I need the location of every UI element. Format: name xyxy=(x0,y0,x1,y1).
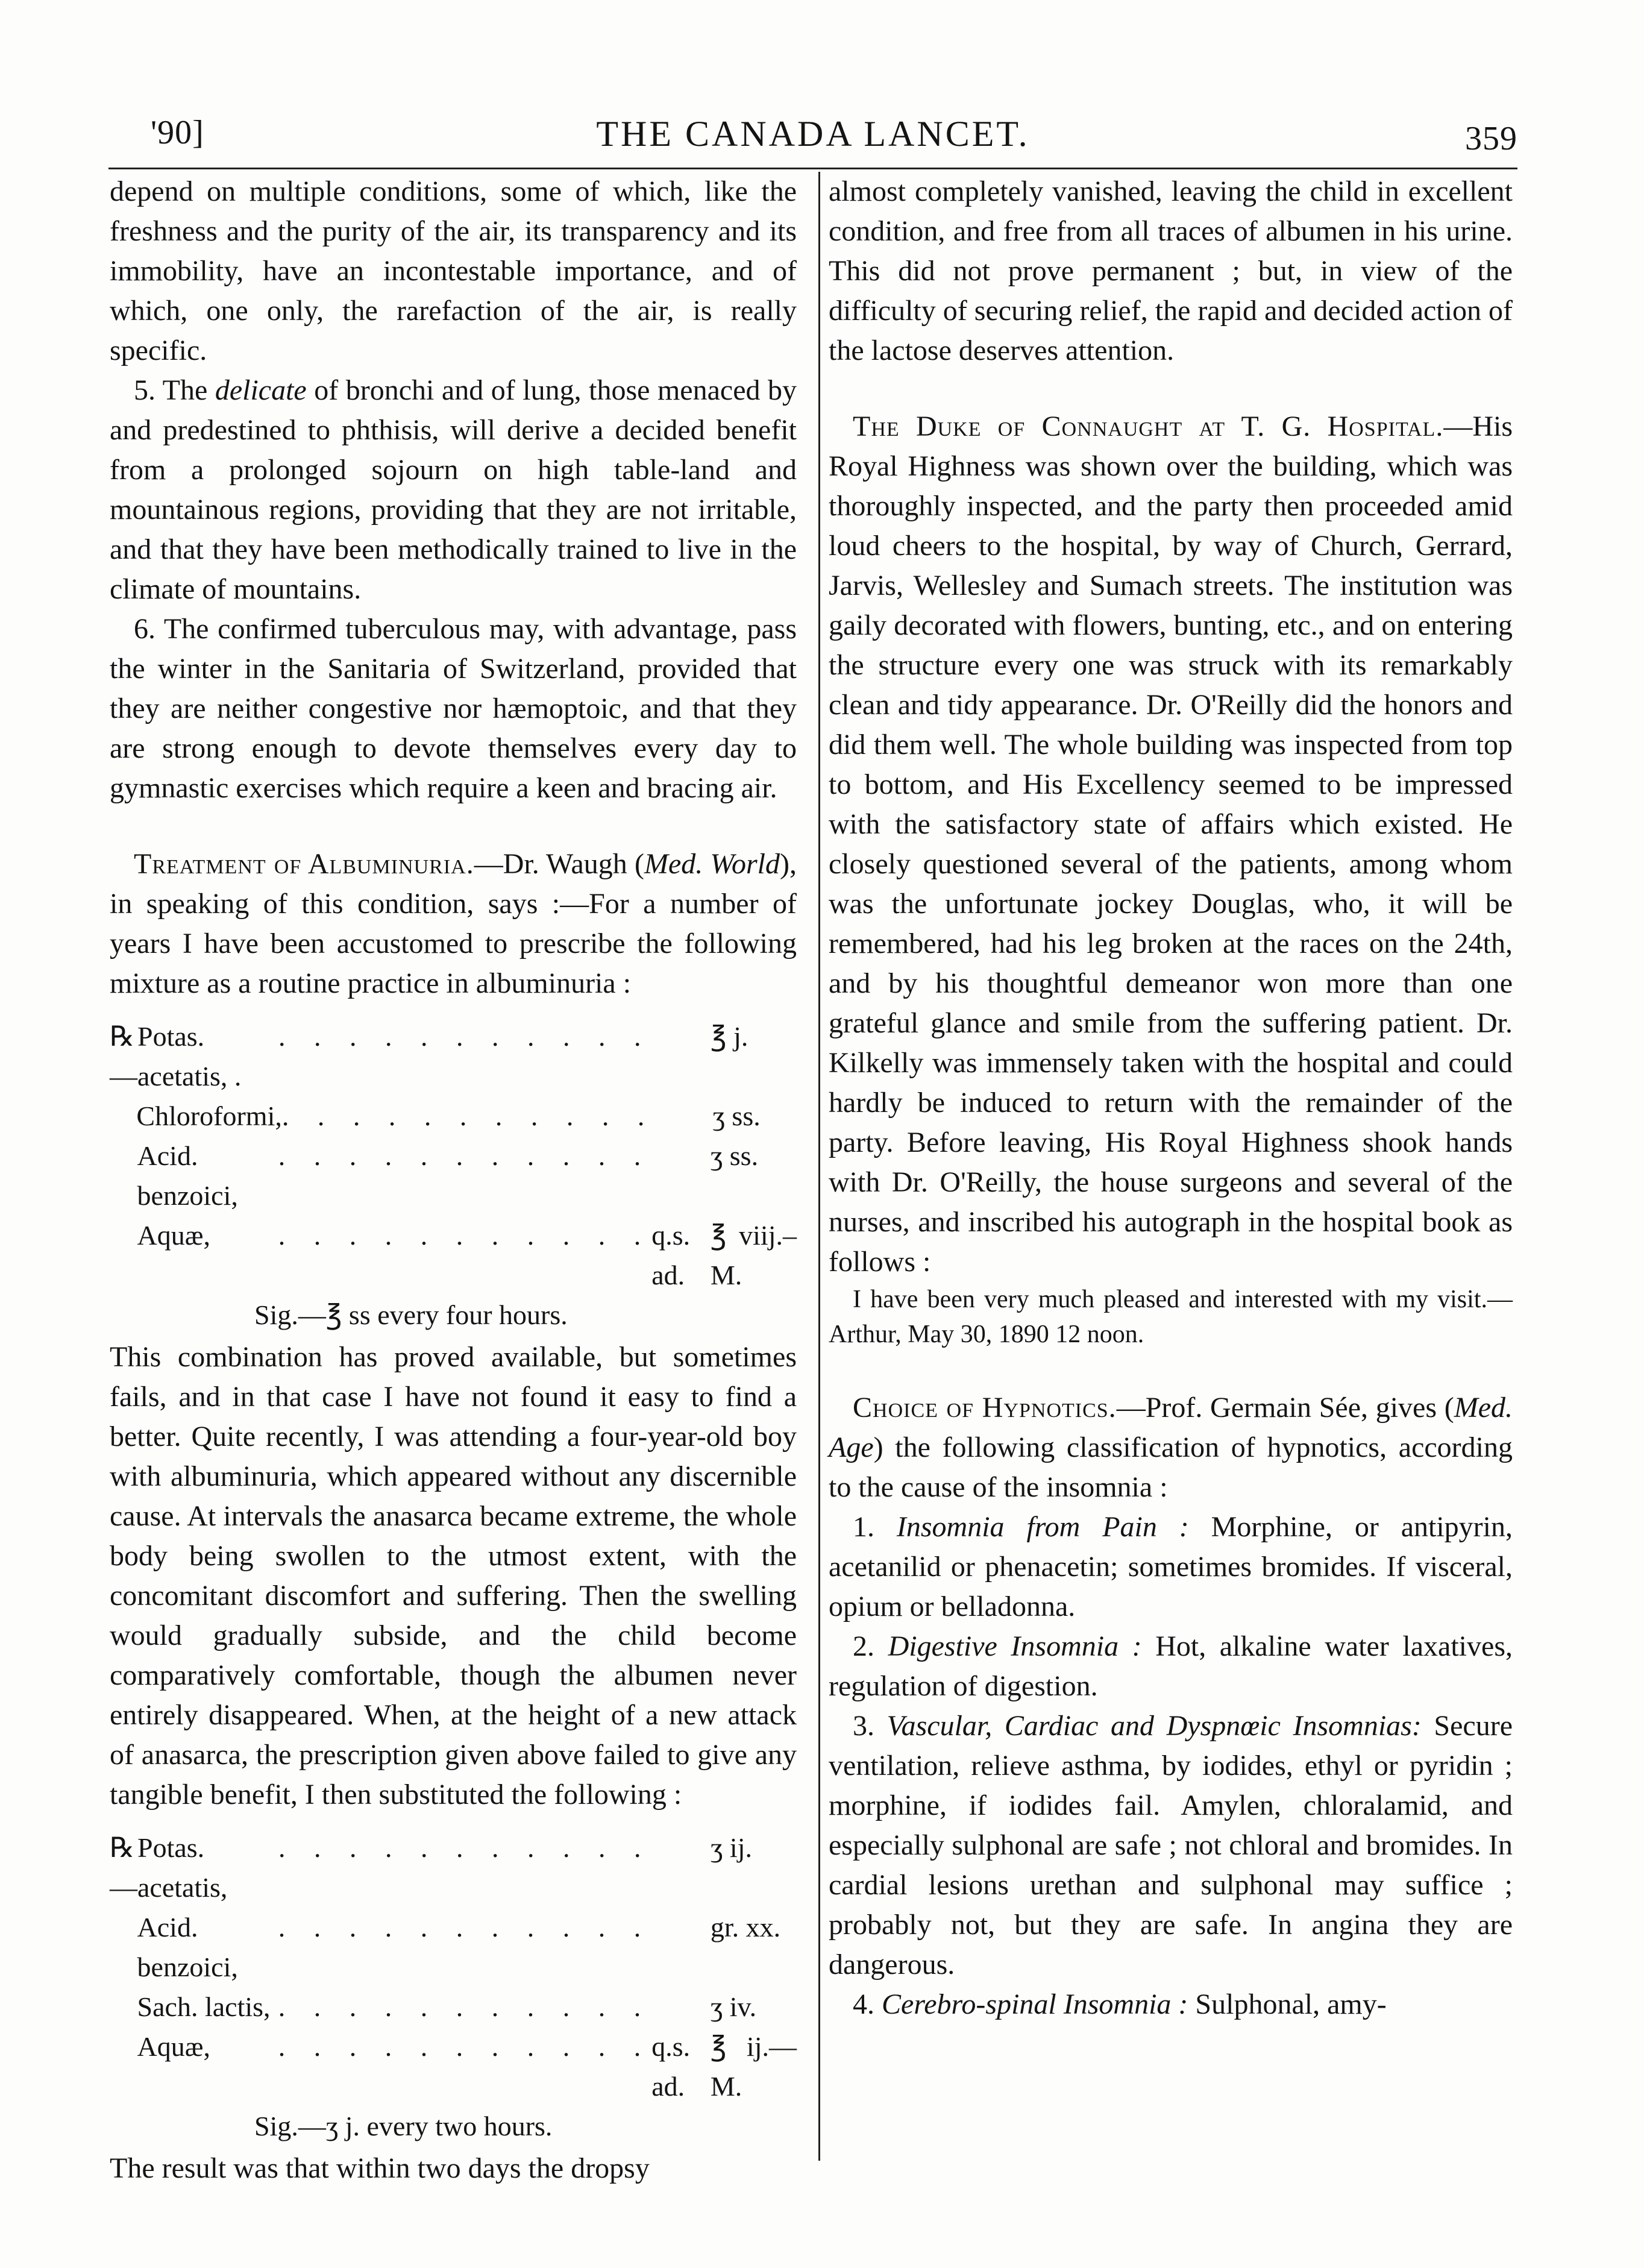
section-albuminuria xyxy=(110,844,797,1004)
item-heading: Cerebro-spinal Insomnia : xyxy=(882,1988,1196,2020)
ingredient-name: Chloroformi, xyxy=(136,1101,282,1131)
dose: ℥ ij.—M. xyxy=(710,2031,797,2102)
section-duke xyxy=(829,407,1513,1282)
list-item xyxy=(829,1627,1513,1706)
leader-dots: . . . . . . . . . . . xyxy=(278,1991,652,2022)
section-text: —His Royal Highness was shown over the building, which was thoroughly inspected, and the party then proceeded amid loud cheers to the hospital, by way of Church, Gerrard, Jarvis, Wellesley and Sumach streets. The institution was gaily decorated with flowers, bunting, etc., and on entering the structure every one was struck with its remarkably clean and tidy appearance. Dr. O'Reilly did the honors and did them well. The whole building was inspected from top to bottom, and His Excellency seemed to be impressed with the satisfactory state of affairs which existed. He closely questioned several of the patients, among whom was the unfortunate jockey Douglas, who, it will be remembered, had his leg broken at the races on the 24th, and by his thoughtful demeanor won more than one grateful glance and smile from the suffering patient. Dr. Kilkelly was immensely taken with the hospital and could hardly be induced to return with the remainder of the party. Before leaving, His Royal Highness shook hands with Dr. O'Reilly, the house surgeons and several of the nurses, and inscribed his autograph in the hospital book as follows : xyxy=(829,410,1513,1278)
section-heading: Choice of Hypnotics. xyxy=(853,1392,1117,1424)
paragraph xyxy=(110,371,797,609)
item-heading: Digestive Insomnia : xyxy=(888,1630,1156,1662)
item-text: Sulphonal, amy- xyxy=(1195,1988,1387,2020)
dose: ʒ iv. xyxy=(710,1991,757,2022)
prescription-row xyxy=(110,1017,797,1096)
section-hypnotics xyxy=(829,1388,1513,1507)
rx-symbol: ℞— xyxy=(110,1021,137,1092)
ingredient-name: Potas. acetatis, . xyxy=(137,1021,242,1092)
paragraph: almost completely vanished, leaving the child in excellent condition, and free from all traces of albumen in his urine. This did not prove permanent ; but, in view of the difficulty of securing relief, the rapid and decided action of the lactose deserves attention. xyxy=(829,175,1513,366)
hypnotics-list xyxy=(829,1507,1513,2025)
paragraph-text: of bronchi and of lung, those menaced by and predestined to phthisis, will derive a decided benefit from a prolonged sojourn on high table-land and mountainous regions, providing that they are not irritable, and that they have been methodically trained to live in the climate of mountains. xyxy=(110,374,797,605)
section-text: ), in speaking of this condition, says :—For a number of years I have been accustomed to prescribe the following mixture as a routine practice in albuminuria : xyxy=(110,848,797,999)
dose: ʒ ij. xyxy=(711,1832,752,1863)
left-column xyxy=(110,172,797,2188)
quantity-qualifier: q.s. ad. xyxy=(651,2031,691,2102)
paragraph: depend on multiple conditions, some of which, like the freshness and the purity of the air, its transparency and its immobility, have an incontestable importance, and of which, one only, the rarefaction of the air, is really specific. xyxy=(110,175,797,366)
item-number: 3. xyxy=(853,1710,887,1742)
prescription-row xyxy=(110,1908,797,1987)
item-text: Morphine, or antipyrin, acetanilid or phenacetin; sometimes bromides. If visceral, opium or belladonna. xyxy=(829,1511,1513,1622)
prescription-row xyxy=(110,1136,797,1216)
ingredient-name: Sach. lactis, xyxy=(137,1991,271,2022)
leader-dots: . . . . . . . . . . . xyxy=(278,1220,652,1251)
journal-title: THE CANADA LANCET. xyxy=(596,114,1030,154)
prescription-row xyxy=(110,1096,797,1136)
section-heading: The Duke of Connaught at T. G. Hospital. xyxy=(853,410,1444,442)
prescription-row xyxy=(110,1828,797,1908)
list-item xyxy=(829,1985,1513,2025)
section-text: —Dr. Waugh ( xyxy=(474,848,644,880)
leader-dots: . . . . . . . . . . . xyxy=(278,1832,652,1863)
list-item xyxy=(829,1706,1513,1985)
prescription-sig: Sig.—ʒ j. every two hours. xyxy=(254,2111,553,2141)
dose: ℥ j. xyxy=(711,1021,748,1052)
prescription-row xyxy=(110,1216,797,1295)
prescription-sig: Sig.—℥ ss every four hours. xyxy=(254,1299,568,1330)
item-heading: Vascular, Cardiac and Dyspnœic Insomnias: xyxy=(886,1710,1434,1742)
prescription-2 xyxy=(110,1828,797,2146)
header-rule xyxy=(108,168,1517,169)
item-text: Hot, alkaline water laxatives, regulation of digestion. xyxy=(829,1630,1513,1702)
prescription-row xyxy=(110,2027,797,2106)
prescription-1 xyxy=(110,1017,797,1335)
leader-dots: . . . . . . . . . . . xyxy=(281,1101,656,1131)
page-number: 359 xyxy=(1465,120,1517,157)
list-item xyxy=(829,1507,1513,1627)
item-number: 4. xyxy=(853,1988,882,2020)
emphasis: delicate xyxy=(215,374,307,406)
leader-dots: . . . . . . . . . . . xyxy=(278,1912,652,1943)
paragraph: The result was that within two days the dropsy xyxy=(110,2152,650,2184)
ingredient-name: Aquæ, xyxy=(137,1220,210,1251)
quantity-qualifier: q.s. ad. xyxy=(651,1220,691,1290)
leader-dots: . . . . . . . . . . . xyxy=(278,2031,652,2062)
paragraph: 6. The confirmed tuberculous may, with advantage, pass the winter in the Sanitaria of Switzerland, provided that they are neither congestive nor hæmoptoic, and that they are strong enough to devote themselves every day to gymnastic exercises which require a keen and bracing air. xyxy=(110,613,797,804)
autograph-quote: I have been very much pleased and interested with my visit.—Arthur, May 30, 1890 12 noon. xyxy=(829,1286,1513,1348)
section-text: ) the following classification of hypnotics, according to the cause of the insomnia : xyxy=(829,1431,1513,1503)
item-text: Secure ventilation, relieve asthma, by iodides, ethyl or pyridin ; morphine, if iodides fail. Amylen, chloralamid, and especially sulphonal are safe ; not chloral and bromides. In cardial lesions urethan and sulphonal may suffice ; probably not, but they are safe. In angina they are dangerous. xyxy=(829,1710,1513,1981)
section-heading: Treatment of Albuminuria. xyxy=(134,848,474,880)
item-heading: Insomnia from Pain : xyxy=(896,1511,1211,1543)
dose: ʒ ss. xyxy=(712,1101,761,1131)
section-text: —Prof. Germain Sée, gives ( xyxy=(1116,1392,1454,1424)
dose: gr. xx. xyxy=(710,1912,781,1943)
item-number: 5. The xyxy=(134,374,208,406)
item-number: 2. xyxy=(853,1630,888,1662)
dose: ʒ ss. xyxy=(710,1140,759,1171)
page-header xyxy=(108,107,1517,174)
item-number: 1. xyxy=(853,1511,897,1543)
ingredient-name: Acid. benzoici, xyxy=(137,1140,238,1211)
prescription-row xyxy=(110,1987,797,2027)
right-column xyxy=(829,172,1513,2025)
ingredient-name: Aquæ, xyxy=(137,2031,210,2062)
leader-dots: . . . . . . . . . . . xyxy=(278,1140,652,1171)
leader-dots: . . . . . . . . . . . xyxy=(278,1021,652,1052)
citation: Med. Age xyxy=(829,1392,1513,1463)
dose: ℥ viij.–M. xyxy=(710,1220,797,1290)
column-divider xyxy=(818,172,820,2161)
citation: Med. World xyxy=(644,848,780,880)
rx-symbol: ℞— xyxy=(110,1832,137,1903)
header-year: '90] xyxy=(151,114,204,151)
ingredient-name: Acid. benzoici, xyxy=(137,1912,238,1982)
paragraph: This combination has proved available, but sometimes fails, and in that case I have not found it easy to find a better. Quite recently, I was attending a four-year-old boy with albuminuria, which appeared without any discernible cause. At intervals the anasarca became extreme, the whole body being swollen to the utmost extent, with the concomitant discomfort and suffering. Then the swelling would gradually subside, and the child become comparatively comfortable, though the albumen never entirely disappeared. When, at the height of a new attack of anasarca, the prescription given above failed to give any tangible benefit, I then substituted the following : xyxy=(110,1341,797,1811)
ingredient-name: Potas. acetatis, xyxy=(137,1832,228,1903)
